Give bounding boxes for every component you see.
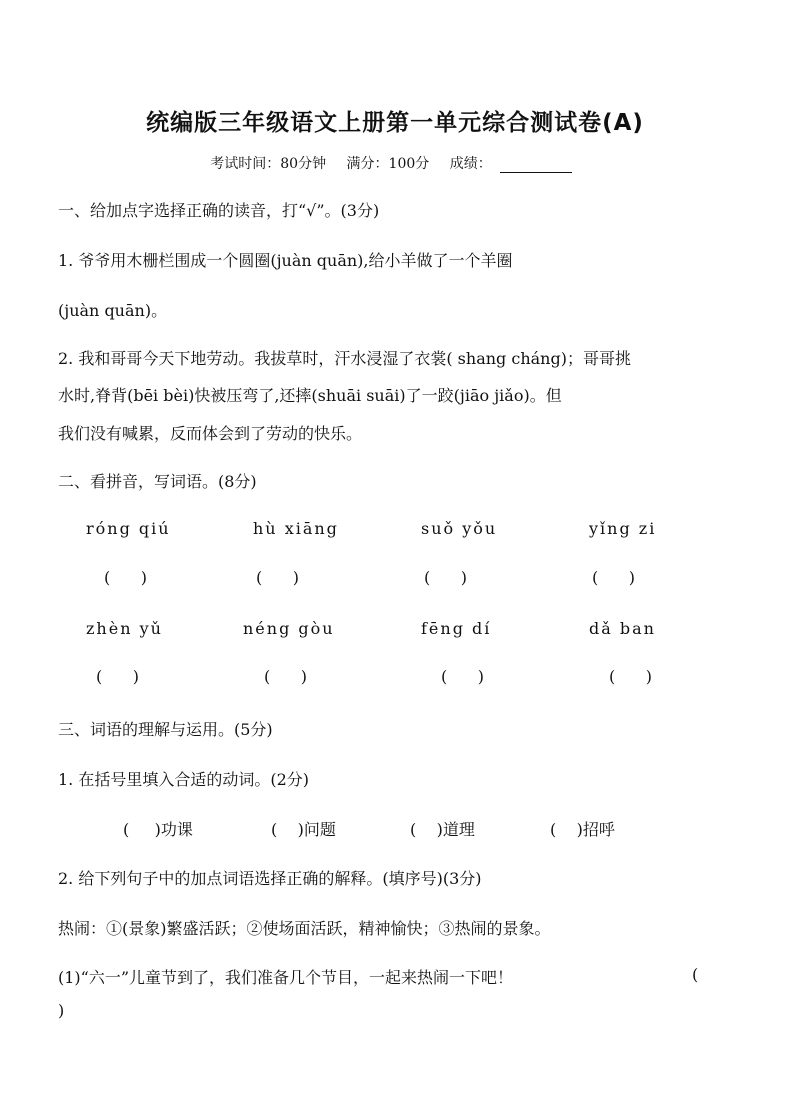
score-blank[interactable] — [500, 158, 572, 173]
full-score: 满分：100分 — [346, 156, 430, 172]
page-title: 统编版三年级语文上册第一单元综合测试卷(A) — [146, 110, 644, 136]
sentence-1: (1)“六一”儿童节到了，我们准备几个节目，一起来热闹一下吧！ — [58, 968, 514, 987]
answer-bracket[interactable]: ( ) — [264, 667, 307, 686]
answer-bracket-open[interactable]: ( — [692, 965, 699, 984]
section-2-heading: 二、看拼音，写词语。(8分) — [58, 472, 257, 491]
answer-bracket-close: ) — [58, 1001, 65, 1020]
sec3-q1: 1. 在括号里填入合适的动词。(2分) — [58, 770, 310, 789]
answer-bracket[interactable]: ( ) — [96, 667, 139, 686]
fill-gongke[interactable]: ( )功课 — [123, 820, 193, 839]
exam-meta — [0, 153, 790, 173]
sec3-q2: 2. 给下列句子中的加点词语选择正确的解释。(填序号)(3分) — [58, 869, 482, 888]
pinyin-rong-qiu: róng qiú — [86, 519, 171, 538]
pinyin-hu-xiang: hù xiāng — [253, 519, 339, 538]
section-1-heading: 一、给加点字选择正确的读音，打“√”。(3分) — [58, 201, 380, 220]
answer-bracket[interactable]: ( ) — [256, 568, 299, 587]
answer-bracket[interactable]: ( ) — [609, 667, 652, 686]
sec1-q2-line1: 2. 我和哥哥今天下地劳动。我拔草时，汗水浸湿了衣裳( shang cháng)；哥哥挑 — [58, 349, 631, 368]
fill-daoli[interactable]: ( )道理 — [410, 820, 475, 839]
score-label: 成绩： — [449, 156, 492, 172]
pinyin-suo-you: suǒ yǒu — [421, 519, 498, 538]
answer-bracket[interactable]: ( ) — [592, 568, 635, 587]
pinyin-da-ban: dǎ ban — [589, 619, 656, 638]
definition-renao: 热闹：①(景象)繁盛活跃；②使场面活跃，精神愉快；③热闹的景象。 — [58, 919, 551, 938]
sec1-q2-line2: 水时,脊背(bēi bèi)快被压弯了,还摔(shuāi suāi)了一跤(jiāo jiǎo)。但 — [58, 386, 562, 405]
sec1-q1-line1: 1. 爷爷用木栅栏围成一个圆圈(juàn quān),给小羊做了一个羊圈 — [58, 251, 513, 270]
exam-time: 考试时间：80分钟 — [210, 156, 327, 172]
sec1-q1-line2: (juàn quān)。 — [58, 301, 168, 320]
answer-bracket[interactable]: ( ) — [424, 568, 467, 587]
pinyin-neng-gou: néng gòu — [243, 619, 335, 638]
pinyin-ying-zi: yǐng zi — [589, 519, 657, 538]
pinyin-zhen-yu: zhèn yǔ — [86, 619, 163, 638]
pinyin-feng-di: fēng dí — [421, 619, 492, 638]
answer-bracket[interactable]: ( ) — [104, 568, 147, 587]
fill-wenti[interactable]: ( )问题 — [271, 820, 336, 839]
score-field — [450, 156, 580, 172]
answer-bracket[interactable]: ( ) — [441, 667, 484, 686]
sec1-q2-line3: 我们没有喊累，反而体会到了劳动的快乐。 — [58, 424, 363, 443]
section-3-heading: 三、词语的理解与运用。(5分) — [58, 720, 273, 739]
fill-zhaohu[interactable]: ( )招呼 — [550, 820, 615, 839]
